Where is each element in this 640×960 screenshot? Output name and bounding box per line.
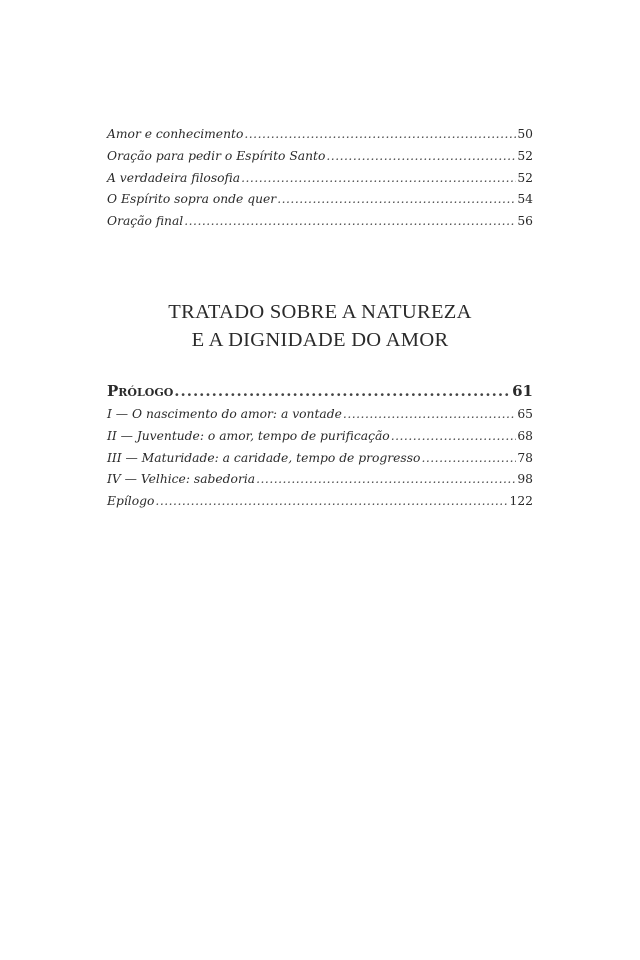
section-heading-line-1: TRATADO SOBRE A NATUREZA: [168, 301, 472, 323]
toc-list-top: [107, 124, 533, 233]
toc-entry[interactable]: [107, 448, 533, 470]
toc-dot-leader: [155, 491, 508, 513]
toc-entry-page: 68: [517, 428, 533, 443]
toc-entry-title: Oração para pedir o Espírito Santo: [107, 148, 326, 163]
toc-entry-title: Oração final: [107, 214, 184, 229]
toc-entry-title: A verdadeira filosofia: [107, 170, 241, 185]
toc-entry-title: II — Juventude: o amor, tempo de purificação: [107, 428, 390, 443]
toc-entry[interactable]: [107, 469, 533, 491]
toc-entry-page: 78: [517, 450, 533, 465]
toc-entry-page: 122: [509, 494, 533, 509]
toc-dot-leader: [244, 124, 516, 146]
section-heading: [0, 298, 640, 354]
toc-entry-page: 52: [517, 148, 533, 163]
toc-dot-leader: [343, 404, 516, 426]
toc-entry-page: 65: [517, 407, 533, 421]
toc-entry-title: Prólogo: [107, 382, 174, 400]
toc-entry-prologue[interactable]: [107, 378, 533, 404]
toc-entry[interactable]: [107, 189, 533, 211]
toc-entry[interactable]: [107, 404, 533, 426]
toc-entry-title: O Espírito sopra onde quer: [107, 192, 277, 207]
toc-dot-leader: [391, 426, 517, 448]
toc-entry-title: III — Maturidade: a caridade, tempo de progresso: [107, 450, 421, 465]
toc-entry-page: 56: [517, 214, 533, 229]
toc-entry-title: I — O nascimento do amor: a vontade: [107, 407, 342, 421]
toc-entry-page: 98: [517, 472, 533, 487]
toc-entry-title: IV — Velhice: sabedoria: [107, 472, 256, 487]
toc-dot-leader: [277, 189, 516, 211]
toc-entry-page: 61: [512, 382, 533, 400]
toc-entry[interactable]: [107, 124, 533, 146]
toc-dot-leader: [184, 211, 516, 233]
toc-dot-leader: [256, 469, 516, 491]
toc-entry-title: Amor e conhecimento: [107, 127, 244, 141]
toc-dot-leader: [241, 168, 516, 190]
toc-entry-title: Epílogo: [107, 494, 155, 509]
toc-dot-leader: [421, 448, 516, 470]
toc-entry[interactable]: [107, 168, 533, 190]
toc-dot-leader: [174, 378, 511, 404]
toc-entry[interactable]: [107, 146, 533, 168]
toc-entry-page: 50: [517, 127, 533, 141]
toc-entry[interactable]: [107, 426, 533, 448]
toc-entry-page: 52: [517, 170, 533, 185]
toc-entry[interactable]: [107, 491, 533, 513]
section-heading-line-2: E A DIGNIDADE DO AMOR: [191, 329, 449, 351]
toc-entry-page: 54: [517, 192, 533, 207]
toc-entry[interactable]: [107, 211, 533, 233]
toc-dot-leader: [326, 146, 516, 168]
toc-list-bottom: [107, 378, 533, 513]
